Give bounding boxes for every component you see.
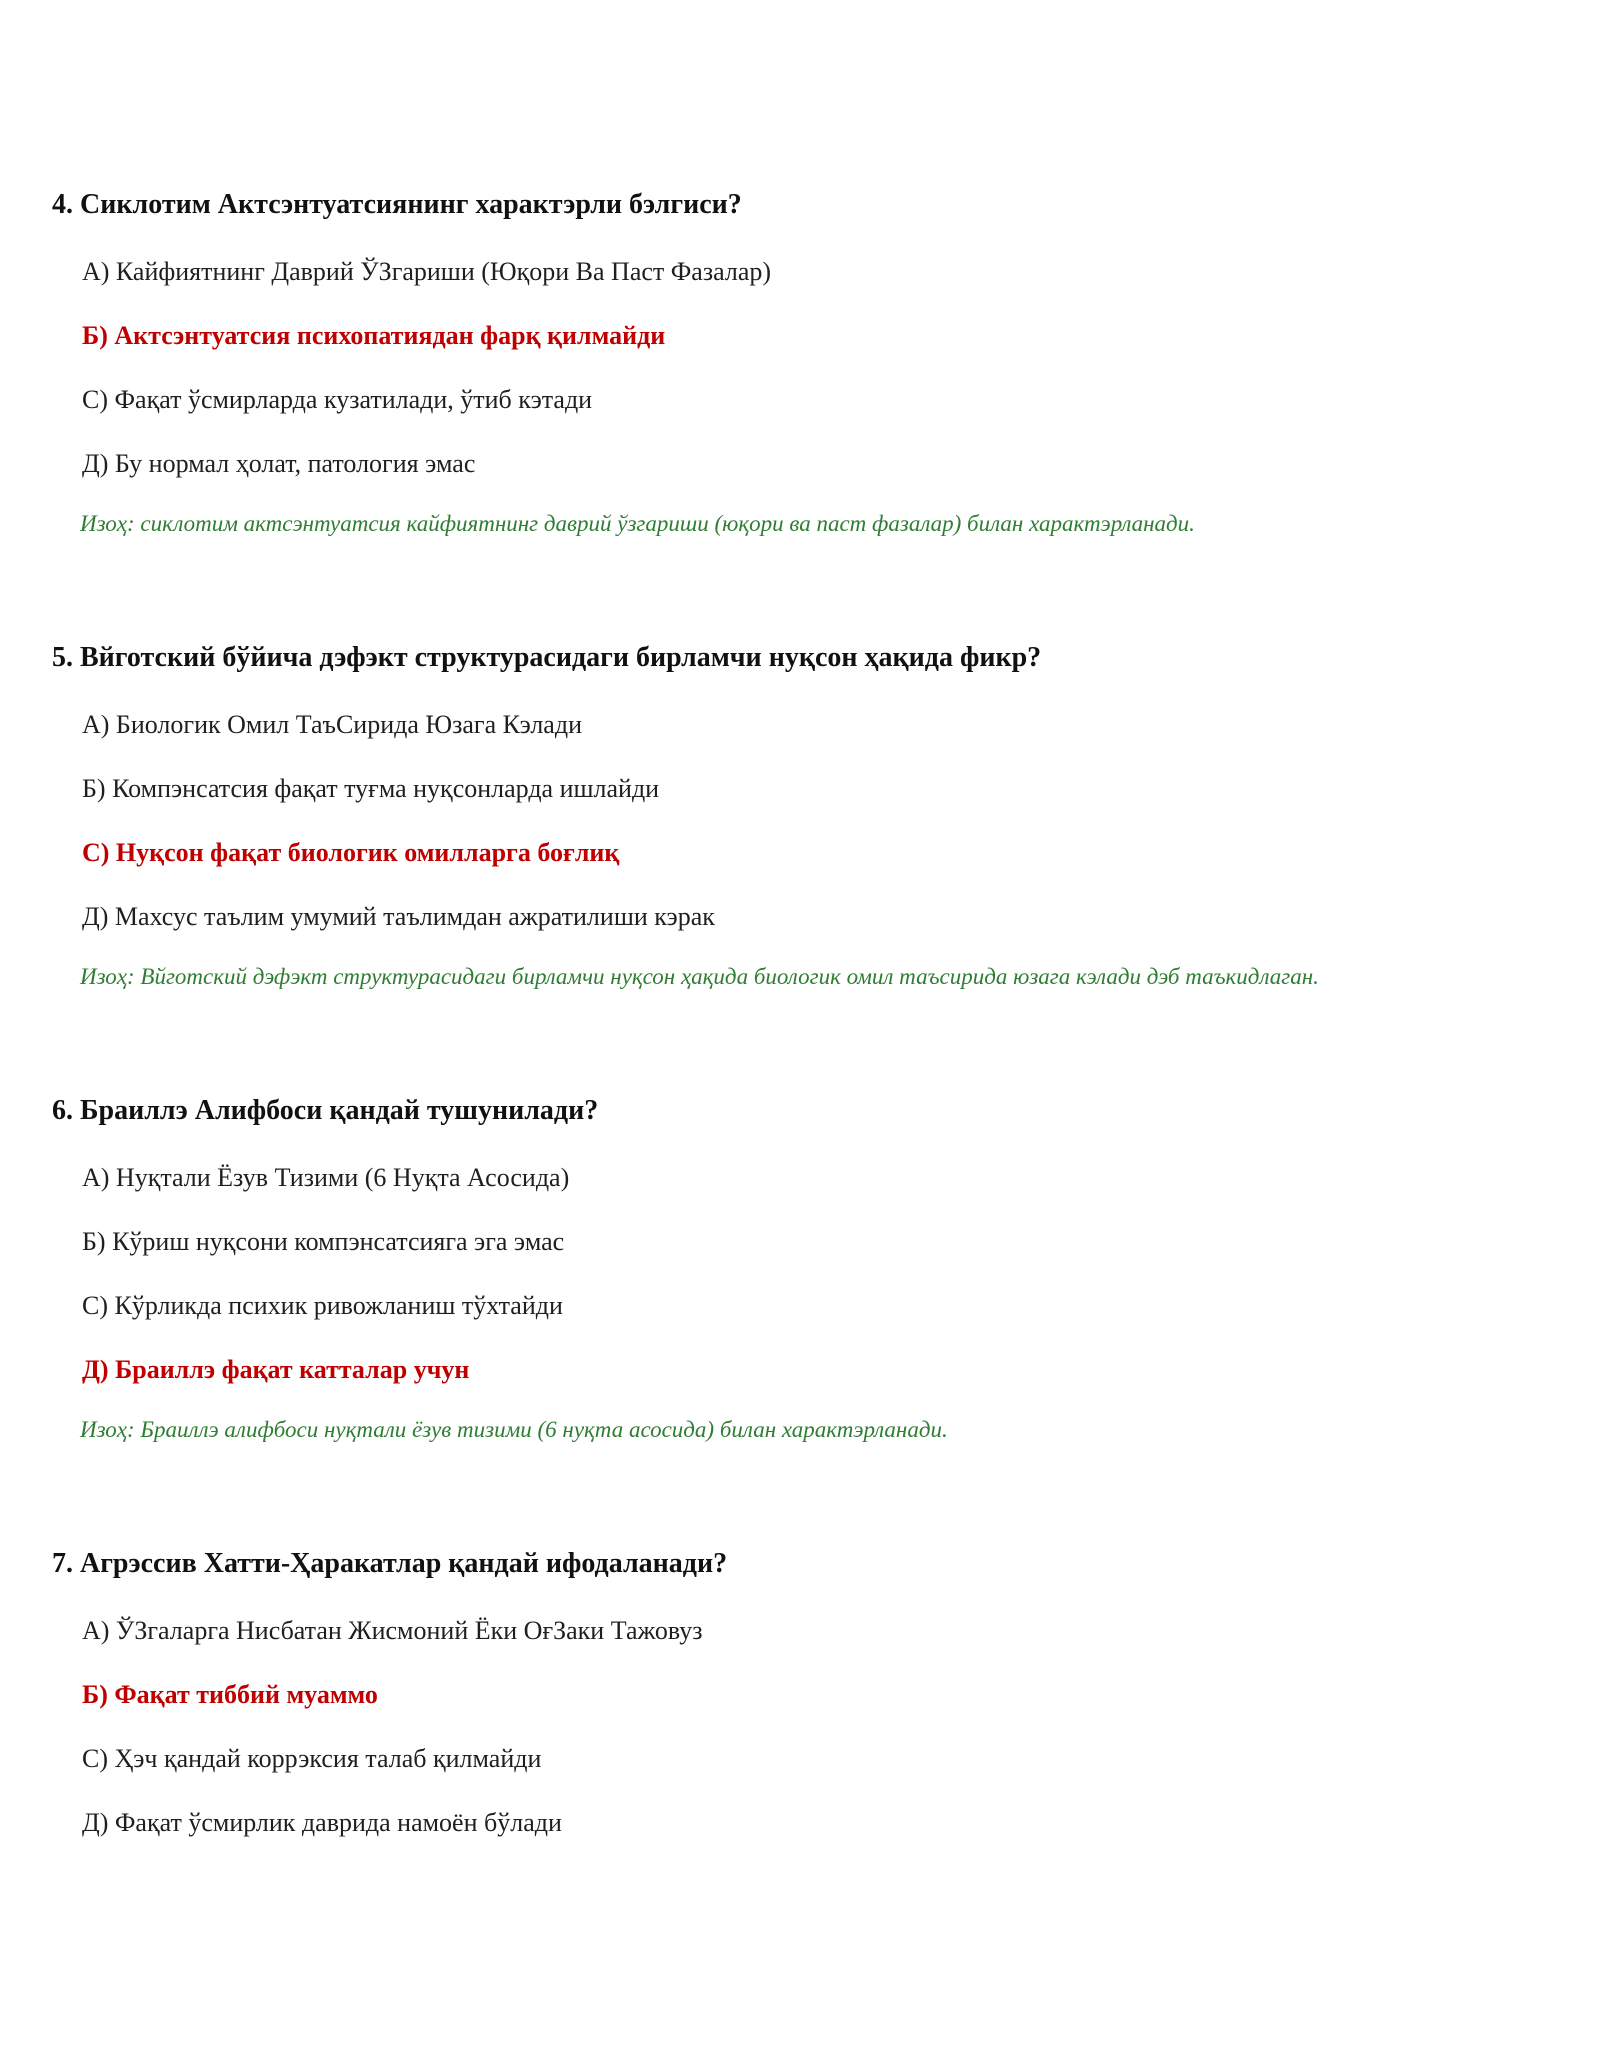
option-d: Д) Махсус таълим умумий таълимдан ажратилиши кэрак xyxy=(82,902,715,931)
explanation-note: Изоҳ: Вйготский дэфэкт структурасидаги бирламчи нуқсон ҳақида биологик омил таъсирида юзага кэлади дэб таъкидлаган. xyxy=(80,964,1319,989)
option-d: Д) Фақат ўсмирлик даврида намоён бўлади xyxy=(82,1808,562,1837)
option-a: А) ЎЗгаларга Нисбатан Жисмоний Ёки ОғЗаки Тажовуз xyxy=(82,1616,703,1645)
option-c: С) Ҳэч қандай коррэксия талаб қилмайди xyxy=(82,1744,542,1773)
option-b: Б) Компэнсатсия фақат туғма нуқсонларда ишлайди xyxy=(82,774,660,803)
option-c: С) Фақат ўсмирларда кузатилади, ўтиб кэтади xyxy=(82,385,593,414)
option-a: А) Нуқтали Ёзув Тизими (6 Нуқта Асосида) xyxy=(82,1163,570,1192)
explanation-note: Изоҳ: сиклотим актсэнтуатсия кайфиятнинг даврий ўзгариши (юқори ва паст фазалар) билан характэрланади. xyxy=(80,511,1195,536)
option-c: С) Кўрликда психик ривожланиш тўхтайди xyxy=(82,1291,563,1320)
option-b: Б) Кўриш нуқсони компэнсатсияга эга эмас xyxy=(82,1227,565,1256)
question-7 xyxy=(52,1546,1552,1840)
question-title: 7. Агрэссив Хатти-Ҳаракатлар қандай ифодаланади? xyxy=(52,1548,728,1579)
option-d-correct: Д) Браиллэ фақат катталар учун xyxy=(82,1355,470,1384)
option-a: А) Биологик Омил ТаъСирида Юзага Кэлади xyxy=(82,710,582,739)
question-title: 5. Вйготский бўйича дэфэкт структурасидаги бирламчи нуқсон ҳақида фикр? xyxy=(52,642,1042,673)
option-b-correct: Б) Актсэнтуатсия психопатиядан фарқ қилмайди xyxy=(82,321,666,350)
question-6 xyxy=(52,1093,1552,1445)
explanation-note: Изоҳ: Браиллэ алифбоси нуқтали ёзув тизими (6 нуқта асосида) билан характэрланади. xyxy=(80,1417,948,1442)
option-b-correct: Б) Фақат тиббий муаммо xyxy=(82,1680,378,1709)
question-title: 4. Сиклотим Актсэнтуатсиянинг характэрли бэлгиси? xyxy=(52,189,742,220)
option-a: А) Кайфиятнинг Даврий ЎЗгариши (Юқори Ва Паст Фазалар) xyxy=(82,257,772,286)
option-c-correct: С) Нуқсон фақат биологик омилларга боғлиқ xyxy=(82,838,620,867)
question-title: 6. Браиллэ Алифбоси қандай тушунилади? xyxy=(52,1095,599,1126)
question-5 xyxy=(52,640,1552,992)
option-d: Д) Бу нормал ҳолат, патология эмас xyxy=(82,449,476,478)
question-4 xyxy=(52,187,1552,539)
